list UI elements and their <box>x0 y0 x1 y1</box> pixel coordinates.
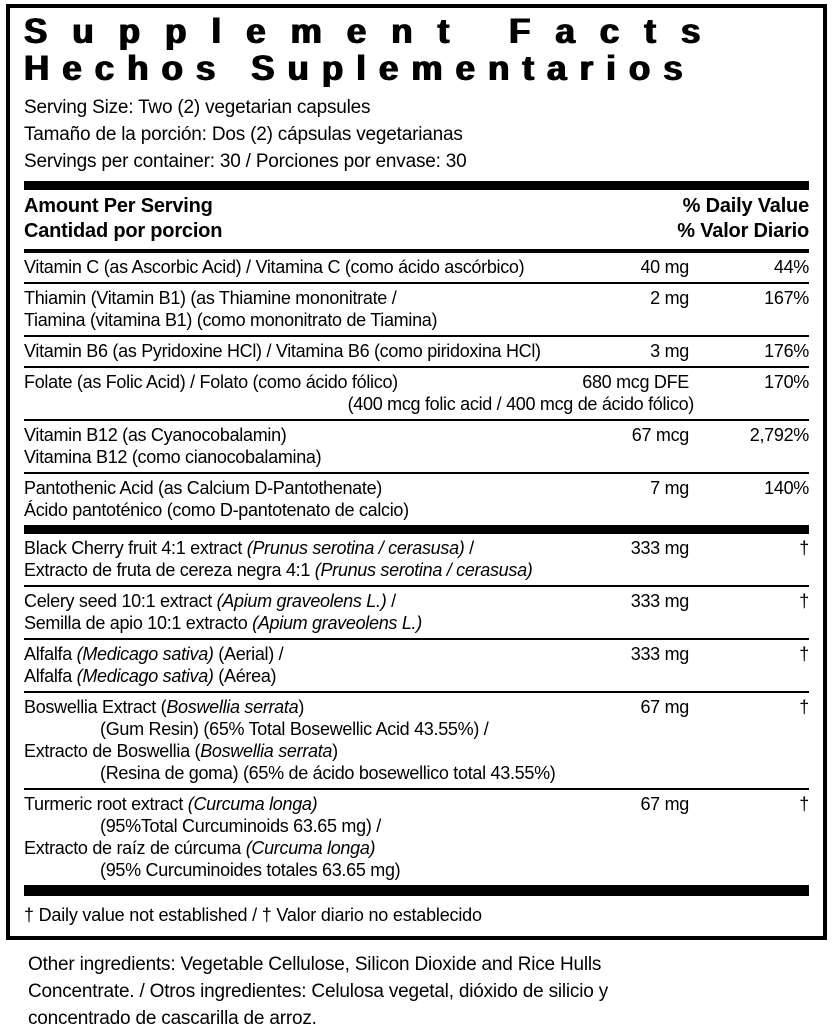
daily-value: 44% <box>773 257 809 277</box>
name-text: ) <box>332 741 338 761</box>
nutrient-name-line <box>24 446 809 468</box>
name-text: Vitamin B12 (as Cyanocobalamin) <box>24 425 287 445</box>
nutrient-name-line <box>24 590 809 612</box>
name-text: / <box>464 538 474 558</box>
nutrient-name <box>24 256 809 278</box>
daily-value: 176% <box>764 341 809 361</box>
nutrient-name <box>24 537 809 581</box>
section-divider-thick-bottom <box>24 885 809 896</box>
latin-name: (Medicago sativa) <box>76 666 214 686</box>
nutrient-name-line <box>24 309 809 331</box>
nutrient-name-line <box>24 537 809 559</box>
amount-header-spanish: Cantidad por porcion <box>24 220 223 242</box>
serving-size-english: Serving Size: Two (2) vegetarian capsules <box>24 97 371 118</box>
amount-value: 67 mcg <box>631 425 689 445</box>
name-text: Ácido pantoténico (como D-pantotenato de calcio) <box>24 500 409 520</box>
daily-value: † <box>799 644 809 664</box>
name-text: Vitamina B12 (como cianocobalamina) <box>24 447 322 467</box>
nutrient-name-line <box>24 559 809 581</box>
botanicals-section <box>24 534 809 885</box>
servings-per-container: Servings per container: 30 / Porciones por envase: 30 <box>24 151 467 172</box>
name-text: Vitamin B6 (as Pyridoxine HCl) / Vitamina B6 (como piridoxina HCl) <box>24 341 541 361</box>
latin-name: (Prunus serotina / cerasusa) <box>246 538 465 558</box>
nutrient-name-line <box>24 643 809 665</box>
name-text: (Aerial) / <box>213 644 284 664</box>
latin-name: (Apium graveolens L.) <box>252 613 422 633</box>
amount-value: 40 mg <box>640 257 689 277</box>
nutrient-row-turmeric <box>24 790 809 885</box>
nutrient-name-line <box>24 837 809 859</box>
nutrient-name-line <box>24 371 809 393</box>
nutrient-name <box>24 371 809 415</box>
nutrient-name-line <box>24 424 809 446</box>
latin-name: Boswellia serrata <box>166 697 299 717</box>
nutrient-row-celery-seed <box>24 587 809 638</box>
name-text: Thiamin (Vitamin B1) (as Thiamine mononitrate / <box>24 288 397 308</box>
panel-title-spanish: Hechos Suplementarios <box>24 50 696 87</box>
nutrient-name-line <box>24 499 809 521</box>
name-text: (Aérea) <box>213 666 277 686</box>
latin-name: (Curcuma longa) <box>187 794 318 814</box>
nutrient-name <box>24 287 809 331</box>
nutrient-name-line <box>24 696 809 718</box>
amount-value: 3 mg <box>650 341 689 361</box>
latin-name: (Apium graveolens L.) <box>216 591 387 611</box>
name-text: Celery seed 10:1 extract <box>24 591 217 611</box>
nutrient-name-line <box>24 612 809 634</box>
daily-value: 2,792% <box>749 425 809 445</box>
nutrient-name-line <box>24 859 809 881</box>
daily-value: † <box>799 794 809 814</box>
daily-value-header-english: % Daily Value <box>682 195 809 217</box>
daily-value: 167% <box>764 288 809 308</box>
daily-value: 140% <box>764 478 809 498</box>
name-text: Black Cherry fruit 4:1 extract <box>24 538 247 558</box>
amount-value: 67 mg <box>640 697 689 717</box>
amount-value: 680 mcg DFE <box>582 372 689 392</box>
nutrient-name <box>24 590 809 634</box>
name-text: (Resina de goma) (65% de ácido bosewellico total 43.55%) <box>100 763 556 783</box>
supplement-facts-panel <box>6 4 827 940</box>
name-text: Boswellia Extract ( <box>24 697 167 717</box>
name-text: Semilla de apio 10:1 extracto <box>24 613 253 633</box>
vitamins-section <box>24 253 809 525</box>
name-text: / <box>386 591 396 611</box>
panel-title-english: Supplement Facts <box>24 13 726 50</box>
name-text: Extracto de fruta de cereza negra 4:1 <box>24 560 315 580</box>
nutrient-name-line <box>24 477 809 499</box>
serving-info <box>24 94 809 175</box>
nutrient-name-line <box>24 815 809 837</box>
amount-header-english: Amount Per Serving <box>24 195 213 217</box>
amount-value: 333 mg <box>630 644 689 664</box>
other-ingredients: Other ingredients: Vegetable Cellulose, Silicon Dioxide and Rice Hulls Concentrate. / Otros ingredientes: Celulosa vegetal, dióxido de silicio y concentrado de cascarilla de arroz. <box>28 954 608 1029</box>
nutrient-name <box>24 477 809 521</box>
nutrient-row-thiamin <box>24 284 809 335</box>
nutrient-row-folate <box>24 368 809 419</box>
section-divider-thick-top <box>24 181 809 190</box>
nutrient-name-line <box>24 762 809 784</box>
name-text: (Gum Resin) (65% Total Bosewellic Acid 43.55%) / <box>100 719 489 739</box>
nutrient-row-pantothenic-acid <box>24 474 809 525</box>
nutrient-name-line <box>24 718 809 740</box>
name-text: Vitamin C (as Ascorbic Acid) / Vitamina C (como ácido ascórbico) <box>24 257 525 277</box>
nutrient-row-boswellia <box>24 693 809 788</box>
name-text: ) <box>298 697 305 717</box>
nutrient-name-line <box>24 740 809 762</box>
name-text: Turmeric root extract <box>24 794 188 814</box>
nutrient-name-line <box>24 393 809 415</box>
amount-value: 67 mg <box>640 794 689 814</box>
daily-value: † <box>799 697 809 717</box>
latin-name: (Prunus serotina / cerasusa) <box>314 560 533 580</box>
latin-name: Boswellia serrata <box>200 741 333 761</box>
amount-value: 7 mg <box>650 478 689 498</box>
nutrient-name <box>24 696 809 784</box>
section-divider-thick-middle <box>24 525 809 534</box>
amount-per-serving-header <box>24 194 222 244</box>
daily-value-header-spanish: % Valor Diario <box>677 220 809 242</box>
nutrient-name <box>24 643 809 687</box>
nutrient-row-vitamin-b12 <box>24 421 809 472</box>
name-text: Folate (as Folic Acid) / Folato (como ácido fólico) <box>24 372 398 392</box>
name-text: (95% Curcuminoides totales 63.65 mg) <box>100 860 401 880</box>
daily-value: 170% <box>764 372 809 392</box>
nutrient-name-line <box>24 665 809 687</box>
serving-size-spanish: Tamaño de la porción: Dos (2) cápsulas vegetarianas <box>24 124 463 145</box>
nutrient-name-line <box>24 287 809 309</box>
nutrient-row-black-cherry <box>24 534 809 585</box>
name-text: Alfalfa <box>24 644 77 664</box>
nutrient-row-vitamin-c <box>24 253 809 282</box>
name-text: Extracto de raíz de cúrcuma <box>24 838 246 858</box>
daily-value-header <box>677 194 809 244</box>
daily-value: † <box>799 591 809 611</box>
name-text: Extracto de Boswellia ( <box>24 741 201 761</box>
name-text: (400 mcg folic acid / 400 mcg de ácido fólico) <box>347 394 694 414</box>
column-header <box>24 190 809 249</box>
nutrient-row-vitamin-b6 <box>24 337 809 366</box>
daily-value: † <box>799 538 809 558</box>
latin-name: (Medicago sativa) <box>76 644 214 664</box>
nutrient-name <box>24 793 809 881</box>
name-text: Tiamina (vitamina B1) (como mononitrato de Tiamina) <box>24 310 438 330</box>
daily-value-footnote: † Daily value not established / † Valor diario no establecido <box>24 905 482 925</box>
nutrient-name-line <box>24 340 809 362</box>
name-text: Pantothenic Acid (as Calcium D-Pantothenate) <box>24 478 382 498</box>
nutrient-name <box>24 340 809 362</box>
nutrient-name-line <box>24 793 809 815</box>
nutrient-row-alfalfa <box>24 640 809 691</box>
amount-value: 2 mg <box>650 288 689 308</box>
nutrient-name-line <box>24 256 809 278</box>
latin-name: (Curcuma longa) <box>245 838 376 858</box>
name-text: (95%Total Curcuminoids 63.65 mg) / <box>100 816 381 836</box>
amount-value: 333 mg <box>630 538 689 558</box>
amount-value: 333 mg <box>630 591 689 611</box>
name-text: Alfalfa <box>24 666 77 686</box>
nutrient-name <box>24 424 809 468</box>
